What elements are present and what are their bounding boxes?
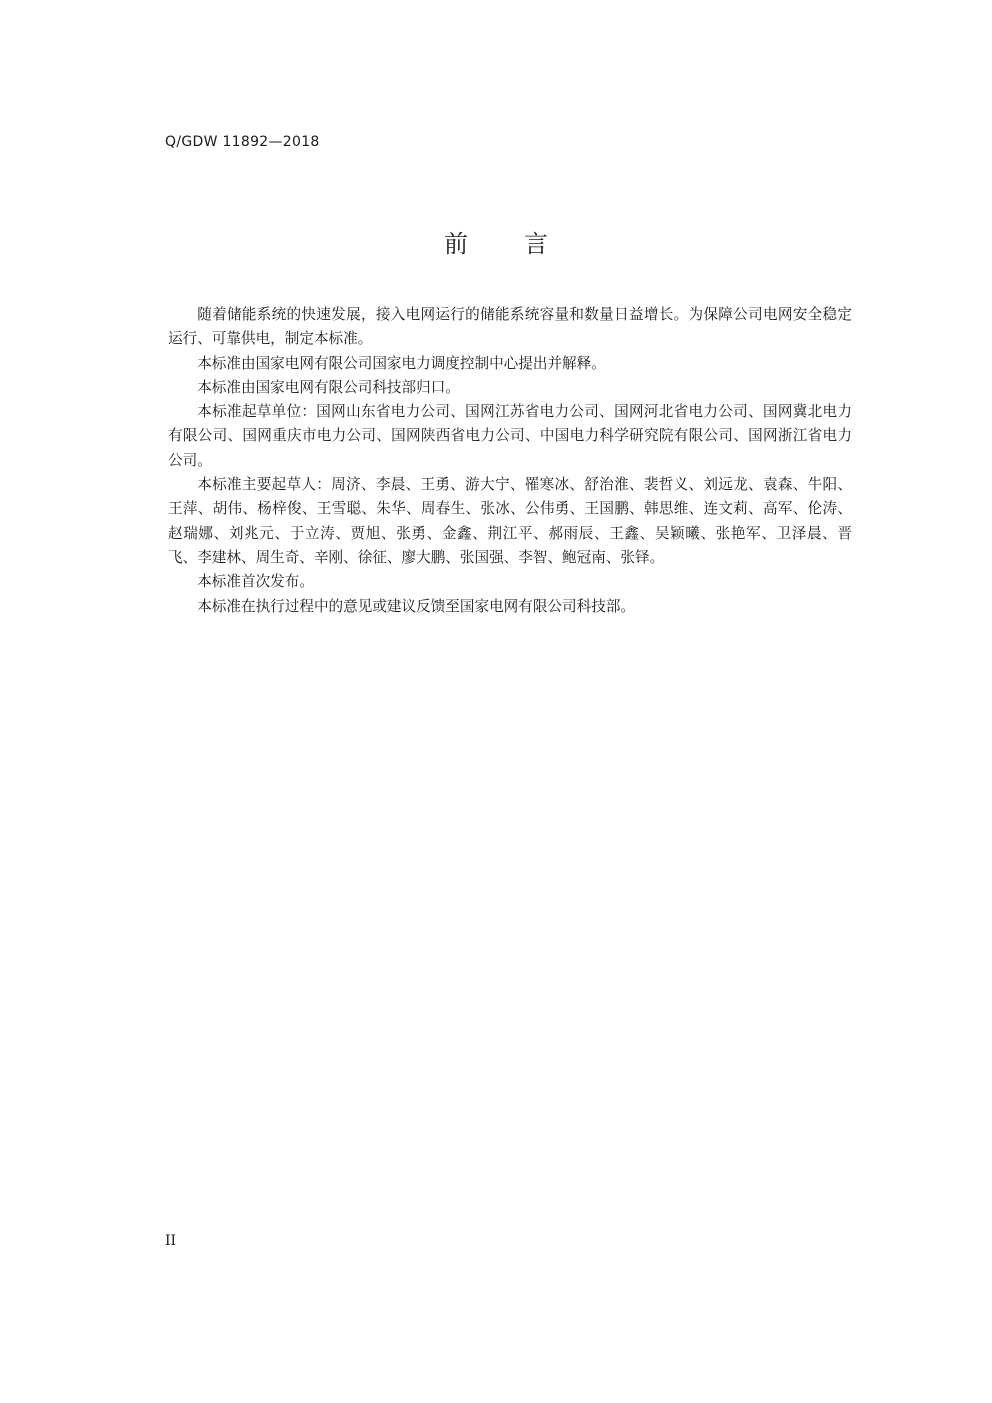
page-title: 前言 [444,230,604,258]
page-number: II [165,1233,177,1249]
paragraph-proposer: 本标准由国家电网有限公司国家电力调度控制中心提出并解释。 [197,354,606,372]
paragraph-first-release: 本标准首次发布。 [197,573,314,591]
paragraph-administrator: 本标准由国家电网有限公司科技部归口。 [197,378,460,396]
paragraph-feedback: 本标准在执行过程中的意见或建议反馈至国家电网有限公司科技部。 [197,597,636,615]
paragraph-drafting-units: 本标准起草单位：国网山东省电力公司、国网江苏省电力公司、国网河北省电力公司、国网冀北电力有限公司、国网重庆市电力公司、国网陕西省电力公司、中国电力科学研究院有限公司、国网浙江省电力公司。 [168,403,852,469]
preface-body [168,303,852,619]
paragraph-drafters: 本标准主要起草人：周济、李晨、王勇、游大宁、罹寒冰、舒治淮、裴哲义、刘远龙、袁森、牛阳、王萍、胡伟、杨梓俊、王雪聪、朱华、周春生、张冰、公伟勇、王国鹏、韩思维、连文莉、高军、伦涛、赵瑞娜、刘兆元、于立涛、贾旭、张勇、金鑫、荆江平、郝雨辰、王鑫、吴颖曦、张艳军、卫泽晨、晋飞、李建林、周生奇、辛刚、徐征、廖大鹏、张国强、李智、鲍冠南、张铎。 [168,476,852,566]
paragraph-background: 随着储能系统的快速发展，接入电网运行的储能系统容量和数量日益增长。为保障公司电网安全稳定运行、可靠供电，制定本标准。 [168,306,852,348]
document-id: Q/GDW 11892—2018 [165,134,320,150]
